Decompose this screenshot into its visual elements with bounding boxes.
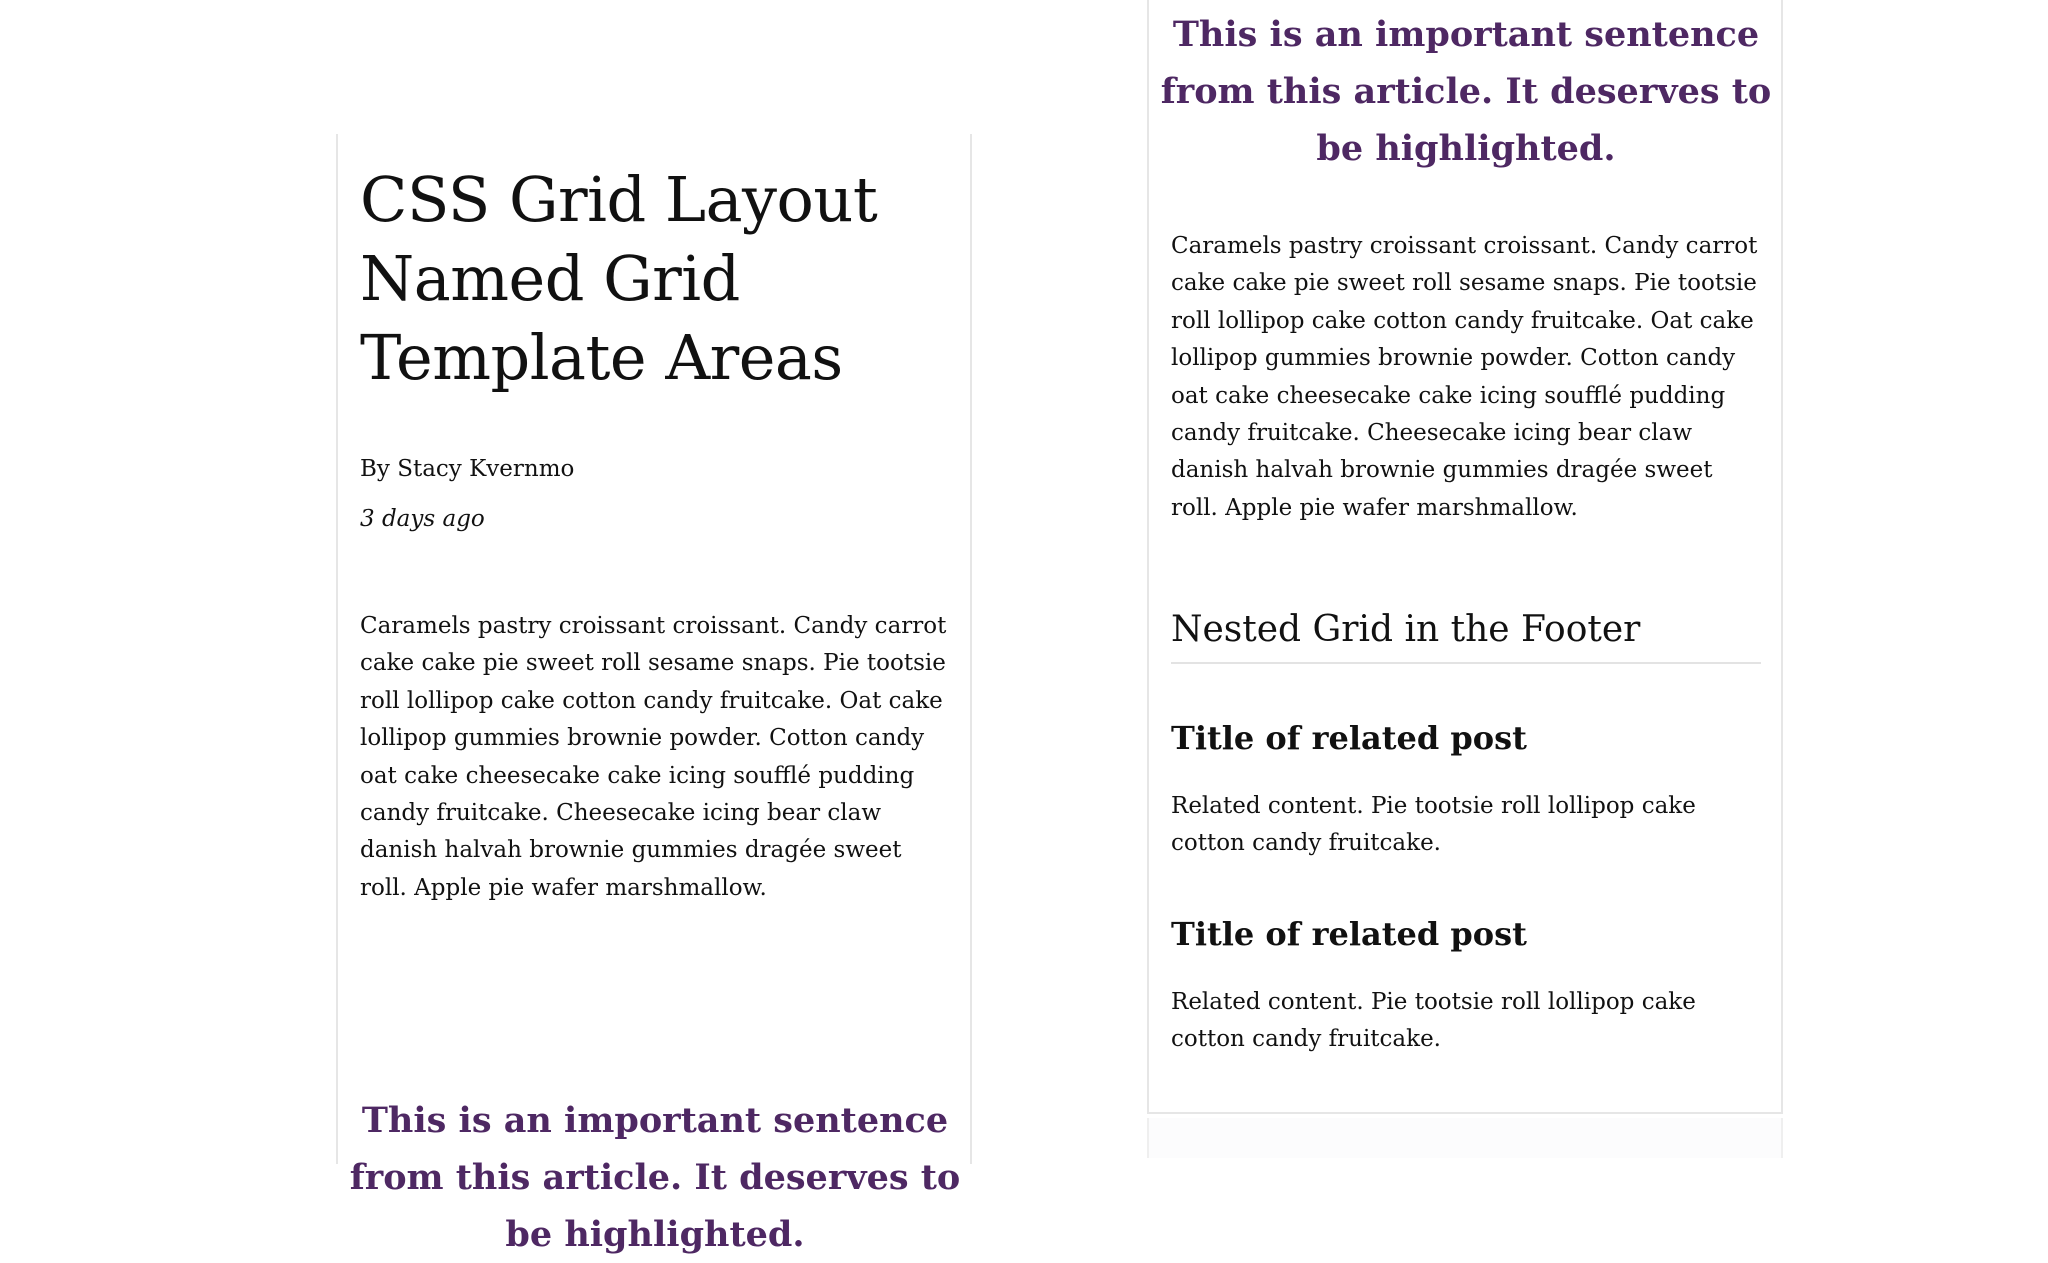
- article-date: 3 days ago: [360, 506, 485, 532]
- related-post-content: Related content. Pie tootsie roll lollipop cake cotton candy fruitcake.: [1171, 793, 1696, 857]
- related-post-content: Related content. Pie tootsie roll lollipop cake cotton candy fruitcake.: [1171, 989, 1696, 1053]
- article-title: CSS Grid Layout Named Grid Template Areas: [360, 163, 878, 394]
- pull-quote: This is an important sentence from this article. It deserves to be highlighted.: [1160, 14, 1772, 169]
- related-post-title[interactable]: Title of related post: [1171, 719, 1527, 757]
- article-byline: By Stacy Kvernmo: [360, 456, 575, 482]
- article-card-right: [1147, 0, 1783, 1114]
- article-body: Caramels pastry croissant croissant. Candy carrot cake cake pie sweet roll sesame snaps. Pie tootsie roll lollipop cake cotton candy fruitcake. Oat cake lollipop gummies brownie powder. Cotton candy oat cake cheesecake cake icing soufflé pudding candy fruitcake. Cheesecake icing bear claw danish halvah brownie gummies dragée sweet roll. Apple pie wafer marshmallow.: [1171, 233, 1758, 521]
- pull-quote: This is an important sentence from this article. It deserves to be highlighted.: [349, 1100, 961, 1255]
- article-card-left: [336, 134, 972, 1255]
- related-post-title[interactable]: Title of related post: [1171, 915, 1527, 953]
- next-card-edge: [1147, 1118, 1783, 1158]
- footer-heading: Nested Grid in the Footer: [1171, 606, 1761, 664]
- article-body: Caramels pastry croissant croissant. Candy carrot cake cake pie sweet roll sesame snaps. Pie tootsie roll lollipop cake cotton candy fruitcake. Oat cake lollipop gummies brownie powder. Cotton candy oat cake cheesecake cake icing soufflé pudding candy fruitcake. Cheesecake icing bear claw danish halvah brownie gummies dragée sweet roll. Apple pie wafer marshmallow.: [360, 613, 947, 901]
